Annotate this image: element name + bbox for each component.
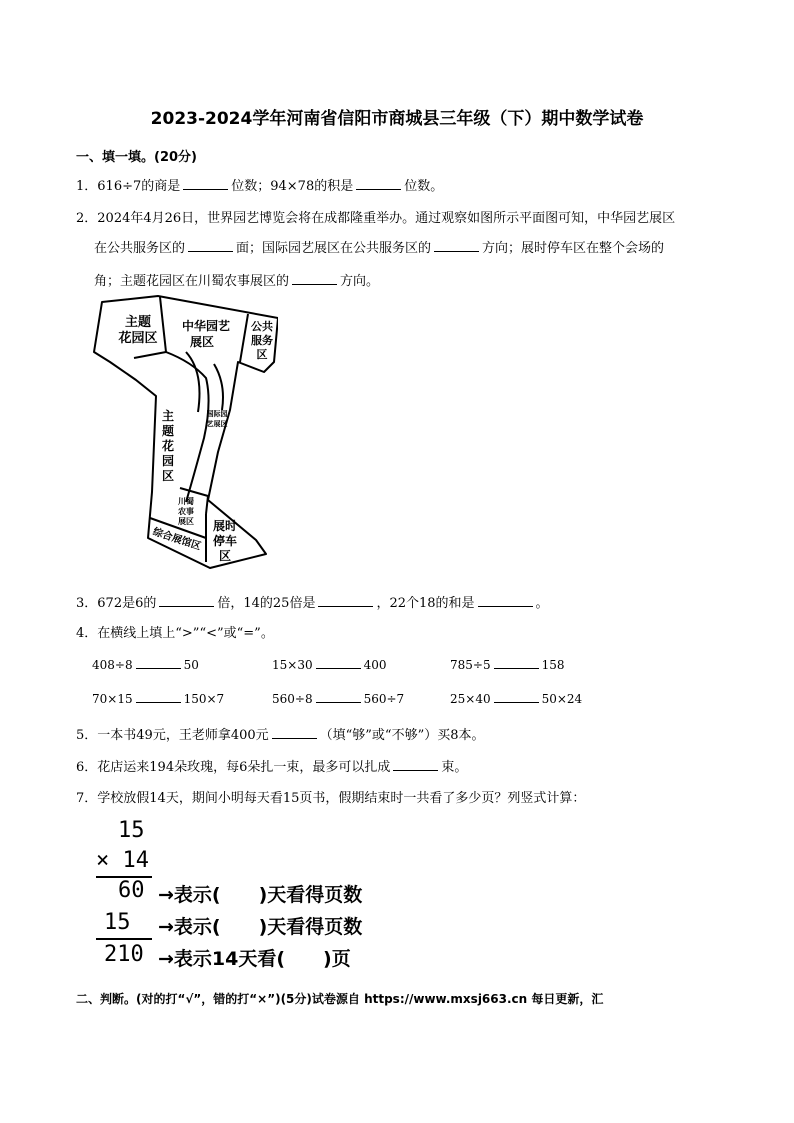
q2-text: 面；国际园艺展区在公共服务区的 xyxy=(236,241,432,256)
calc-rule xyxy=(96,938,152,940)
map-label-zhuti-side: 花 xyxy=(161,439,175,453)
map-label-tingche: 展时 xyxy=(212,519,238,533)
answer-blank[interactable] xyxy=(159,594,214,607)
calc-multiplier: × 14 xyxy=(96,848,149,873)
compare-item xyxy=(450,656,565,672)
calc-multiplicand: 15 xyxy=(118,818,145,843)
map-label-tingche: 停车 xyxy=(212,534,238,548)
q2-text: 角；主题花园区在川蜀农事展区的 xyxy=(94,274,290,289)
q3-text: 倍，14的25倍是 xyxy=(217,596,316,611)
map-label-tingche: 区 xyxy=(218,549,232,563)
answer-blank[interactable] xyxy=(393,758,438,771)
compare-right: 560÷7 xyxy=(363,692,405,706)
question-4-stem: 4．在横线上填上“>”“<”或“=”。 xyxy=(76,626,274,641)
compare-item xyxy=(272,656,387,672)
q2-text: 方向；展时停车区在整个会场的 xyxy=(482,241,665,256)
map-label-gonggong: 公共 xyxy=(251,320,273,333)
question-6 xyxy=(76,756,467,775)
compare-item xyxy=(450,690,582,706)
map-label-zhuti-top: 花园区 xyxy=(118,331,158,346)
compare-left: 560÷8 xyxy=(272,692,313,706)
map-label-chuanshu: 川蜀 xyxy=(178,497,194,506)
calc-total: 210 xyxy=(104,942,144,967)
question-5 xyxy=(76,724,485,743)
expo-map xyxy=(88,292,278,570)
question-2-line-3 xyxy=(94,270,379,289)
answer-blank[interactable] xyxy=(136,690,181,703)
answer-blank[interactable] xyxy=(356,177,401,190)
map-label-chuanshu: 展区 xyxy=(178,517,194,526)
calc-note-3: →表示14天看( )页 xyxy=(158,948,351,970)
compare-right: 50×24 xyxy=(541,692,583,706)
compare-right: 50 xyxy=(183,658,199,672)
calc-partial-2: 15 xyxy=(104,910,131,935)
section-1-heading: 一、填一填。(20分) xyxy=(76,150,197,165)
answer-blank[interactable] xyxy=(478,594,533,607)
map-label-zhuti-side: 园 xyxy=(161,454,175,468)
q5-text: （填“够”或“不够”）买8本。 xyxy=(319,728,485,743)
calc-partial-1: 60 xyxy=(118,878,145,903)
answer-blank[interactable] xyxy=(272,726,317,739)
answer-blank[interactable] xyxy=(494,656,539,669)
q2-text: 方向。 xyxy=(340,274,380,289)
q1-text-b: 位数；94×78的积是 xyxy=(231,179,354,194)
compare-item xyxy=(92,690,224,706)
page-title: 2023-2024学年河南省信阳市商城县三年级（下）期中数学试卷 xyxy=(150,109,644,129)
map-label-zhuti-top: 主题 xyxy=(124,315,152,330)
compare-left: 70×15 xyxy=(92,692,133,706)
compare-right: 150×7 xyxy=(183,692,225,706)
q1-text-a: 1．616÷7的商是 xyxy=(76,179,181,194)
section-2-heading: 二、判断。(对的打“√”，错的打“×”)(5分)试卷源自 https://www.mxsj663.cn 每日更新，汇 xyxy=(76,992,604,1006)
map-label-guoji: 艺展区 xyxy=(206,420,228,428)
compare-left: 25×40 xyxy=(450,692,491,706)
question-1 xyxy=(76,175,443,194)
q1-text-c: 位数。 xyxy=(404,179,444,194)
map-label-zhuti-side: 区 xyxy=(161,469,175,483)
answer-blank[interactable] xyxy=(316,656,361,669)
answer-blank[interactable] xyxy=(494,690,539,703)
q5-text: 5．一本书49元，王老师拿400元 xyxy=(76,728,269,743)
compare-left: 408÷8 xyxy=(92,658,133,672)
compare-right: 158 xyxy=(541,658,565,672)
map-label-zhuti-side: 主 xyxy=(161,409,175,423)
answer-blank[interactable] xyxy=(318,594,373,607)
compare-item xyxy=(92,656,199,672)
answer-blank[interactable] xyxy=(188,239,233,252)
map-label-zonghe: 综合展馆区 xyxy=(151,526,203,553)
question-2-line-2 xyxy=(94,237,664,256)
q3-text: 3．672是6的 xyxy=(76,596,157,611)
answer-blank[interactable] xyxy=(316,690,361,703)
answer-blank[interactable] xyxy=(434,239,479,252)
calc-note-1: →表示( )天看得页数 xyxy=(158,884,363,906)
q3-text: ，22个18的和是 xyxy=(376,596,475,611)
map-label-gonggong: 区 xyxy=(256,348,268,361)
q2-text: 在公共服务区的 xyxy=(94,241,186,256)
map-label-guoji: 国际园 xyxy=(206,410,228,418)
map-label-zhonghua: 中华园艺 xyxy=(181,319,231,333)
map-label-chuanshu: 农事 xyxy=(178,507,194,516)
map-label-zhuti-side: 题 xyxy=(161,424,175,438)
compare-right: 400 xyxy=(363,658,387,672)
compare-left: 15×30 xyxy=(272,658,313,672)
compare-item xyxy=(272,690,404,706)
answer-blank[interactable] xyxy=(292,272,337,285)
answer-blank[interactable] xyxy=(183,177,228,190)
map-label-zhonghua: 展区 xyxy=(189,335,215,349)
q6-text: 束。 xyxy=(441,760,468,775)
compare-left: 785÷5 xyxy=(450,658,491,672)
answer-blank[interactable] xyxy=(136,656,181,669)
question-7: 7．学校放假14天，期间小明每天看15页书，假期结束时一共看了多少页？列竖式计算： xyxy=(76,791,586,806)
question-3 xyxy=(76,592,549,611)
q3-text: 。 xyxy=(535,596,549,611)
map-label-gonggong: 服务 xyxy=(251,334,273,347)
q6-text: 6．花店运来194朵玫瑰，每6朵扎一束，最多可以扎成 xyxy=(76,760,391,775)
calc-note-2: →表示( )天看得页数 xyxy=(158,916,363,938)
question-2-line-1: 2．2024年4月26日，世界园艺博览会将在成都隆重举办。通过观察如图所示平面图可知，中华园艺展区 xyxy=(76,211,676,226)
